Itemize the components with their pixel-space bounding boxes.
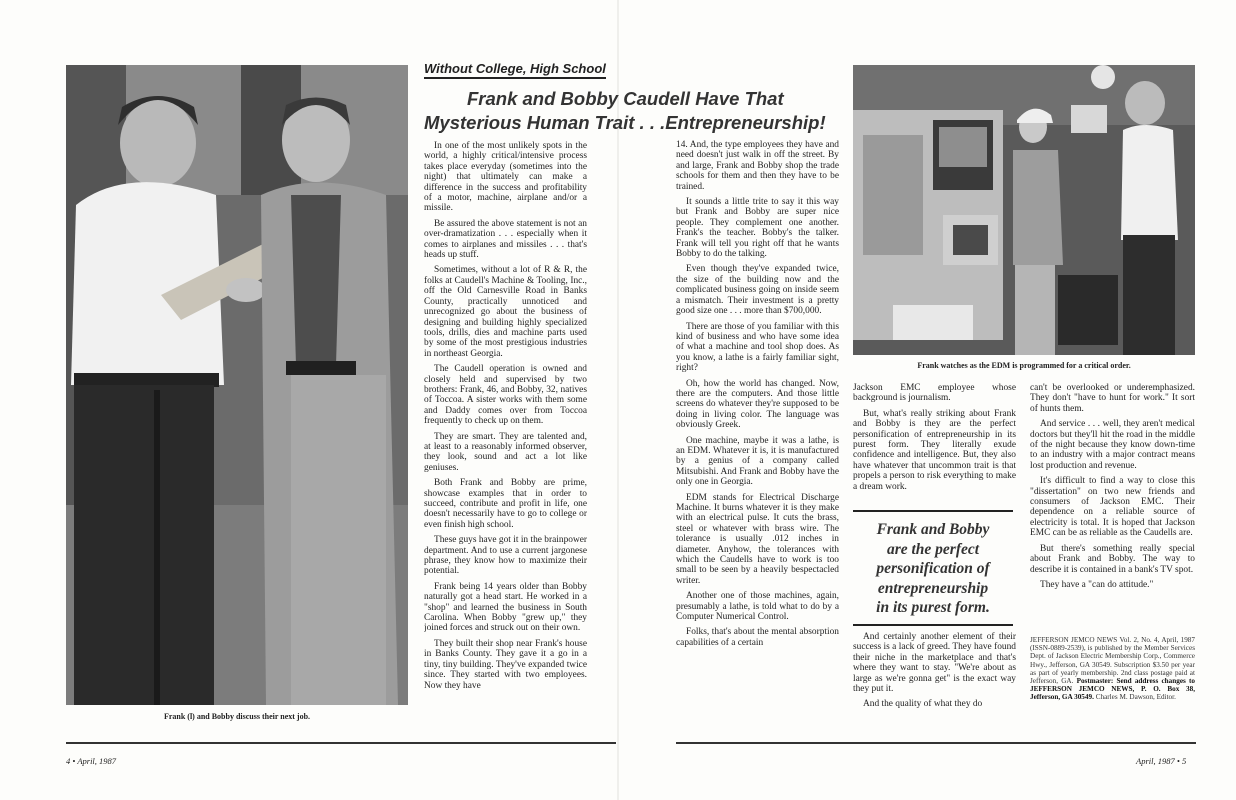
- right-photo-illustration: [853, 65, 1195, 355]
- left-photo-caption: Frank (l) and Bobby discuss their next job.: [163, 712, 311, 721]
- col1-para-1: In one of the most unlikely spots in the world, a highly critical/intensive process takes place everyday (sometimes into the night) that ultimately can make a difference in the success and profitability of a motor, machine, airplane and/or a missile.: [424, 141, 587, 214]
- col1-para-5: They are smart. They are talented and, at least to a reasonably informed observer, they look, sound and act a lot like geniuses.: [424, 431, 587, 473]
- right-photo-caption: Frank watches as the EDM is programmed for a critical order.: [917, 361, 1131, 370]
- footer-rule-left: [66, 742, 616, 744]
- col4-para-3: It's difficult to find a way to close this "dissertation" on two new friends and consumers of Jackson EMC. Their dependence on a reliable source of electricity is total. It is hoped that Jackson EMC can be as reliable as the Caudells are.: [1030, 476, 1195, 539]
- col2-para-8: Another one of those machines, again, presumably a lathe, is told what to do by a Computer Numerical Control.: [676, 591, 839, 623]
- pull-quote-line-2: are the perfect: [886, 540, 980, 558]
- masthead-text-2: Charles M. Dawson, Editor.: [1095, 693, 1176, 702]
- col1-para-4: The Caudell operation is owned and closely held and supervised by two brothers: Frank, 46, and Bobby, 32, natives of Toccoa. A sister works with them some and Daddy comes over from Toccoa frequently to check up on them.: [424, 364, 587, 427]
- pull-quote-line-3: personification of: [876, 560, 990, 577]
- col3-bottom-para-2: And the quality of what they do: [863, 699, 983, 710]
- masthead-statement: [1030, 636, 1195, 702]
- col4-para-4: But there's something really special about Frank and Bobby. The way to describe it is contained in a bank's TV spot.: [1030, 543, 1195, 575]
- col1-para-8: Frank being 14 years older than Bobby naturally got a head start. He worked in a "shop" and learned the business in South Carolina. When Bobby "grew up," they joined forces and struck out on their own.: [424, 581, 587, 634]
- article-column-1: [424, 141, 587, 723]
- folio-left: 4 • April, 1987: [66, 756, 117, 766]
- col3-bottom-para-1: And certainly another element of their success is a lack of greed. They have found their niche in the marketplace and that's where they want to stay. "We're about as large as we're gonna get" is the exact way they put it.: [853, 632, 1016, 695]
- col1-para-3: Sometimes, without a lot of R & R, the folks at Caudell's Machine & Tooling, Inc., off the Old Carnesville Road in Banks County, practically unnoticed and unrecognized go about the business of designing and building highly specialized tools, drills, dies and machine parts used by some of the most prestigious industries in northeast Georgia.: [424, 265, 587, 359]
- col1-para-2: Be assured the above statement is not an over-dramatization . . . especially when it comes to airplanes and missiles . . . that's heads up stuff.: [424, 218, 587, 261]
- col1-para-7: These guys have got it in the brainpower department. And to use a current jargonese phrase, they know how to maximize their potential.: [424, 535, 587, 577]
- footer-rule-right: [676, 742, 1196, 744]
- col1-para-6: Both Frank and Bobby are prime, showcase examples that in order to succeed, contribute and profit in life, one doesn't necessarily have to go to college or even finish high school.: [424, 478, 587, 530]
- col2-para-1: 14. And, the type employees they have and need doesn't just walk in off the street. By and large, Frank and Bobby shop the trade schools for them and then they have to be trained.: [676, 140, 839, 192]
- pull-quote-line-5: in its purest form.: [876, 599, 990, 616]
- col2-para-6: One machine, maybe it was a lathe, is an EDM. Whatever it is, it is manufactured by a genius of a company called Mitsubishi. And Frank and Bobby have the only one in Georgia.: [676, 435, 839, 488]
- pull-quote-line-4: entrepreneurship: [877, 579, 989, 597]
- col2-para-3: Even though they've expanded twice, the size of the building now and the complicated business going on inside seem a mismatch. Their investment is a pretty good size one . . . more than $700,000.: [676, 264, 839, 317]
- kicker: Without College, High School: [424, 61, 606, 79]
- article-column-3-upper: [853, 383, 1016, 505]
- article-column-3-lower: [853, 632, 1016, 724]
- folio-right: April, 1987 • 5: [1136, 756, 1187, 766]
- right-photo: [853, 65, 1195, 355]
- col2-para-2: It sounds a little trite to say it this way but Frank and Bobby are super nice people. They complement one another. Frank's the teacher. Bobby's the talker. Frank will tell you right off that he wants Bobby to do the talking.: [676, 197, 839, 260]
- left-photo: [66, 65, 408, 705]
- left-photo-illustration: [66, 65, 408, 705]
- col3-para-2: But, what's really striking about Frank and Bobby is they are the perfect personification of entrepreneurship in its purest form. They literally exude confidence and intelligence. But, they also have whatever that uncommon trait is that propels a person to risk everything to make a dream work.: [853, 408, 1016, 492]
- col1-para-9: They built their shop near Frank's house in Banks County. They gave it a go in a tiny, tiny building. They've expanded twice since. They started with two employees. Now they have: [424, 638, 587, 691]
- col3-para-1: Jackson EMC employee whose background is journalism.: [853, 383, 1016, 404]
- masthead-postmaster: Postmaster: Send address changes to JEFFERSON JEMCO NEWS, P. O. Box 38, Jefferson, GA 30549.: [1030, 677, 1195, 702]
- pull-quote-line-1: Frank and Bobby: [876, 521, 990, 538]
- headline-line-2: Mysterious Human Trait . . .Entrepreneurship!: [424, 112, 826, 133]
- col2-para-9: Folks, that's about the mental absorption capabilities of a certain: [676, 627, 839, 648]
- col4-para-2: And service . . . well, they aren't medical doctors but they'll hit the road in the middle of the night because they know down-time to an industry with a major contract means lost production and revenue.: [1030, 419, 1195, 471]
- headline-line-1: Frank and Bobby Caudell Have That: [467, 88, 784, 109]
- pull-quote: [853, 510, 1013, 626]
- col2-para-7: EDM stands for Electrical Discharge Machine. It burns whatever it is they make with an electrical pulse. It cuts the brass, steel or whatever with brass wire. The tolerance is usually .012 inches in diameter. Anyhow, the tolerances with which the Caudells have to work is too small to be seen by a heavily bespectacled writer.: [676, 492, 839, 586]
- col4-para-1: can't be overlooked or underemphasized. They don't "have to hunt for work." It sort of hunts them.: [1030, 383, 1195, 414]
- masthead-text-1: JEFFERSON JEMCO NEWS Vol. 2, No. 4, April, 1987 (ISSN-0889-2539), is published by the Member Services Dept. of Jackson Electric Membership Corp., Commerce Hwy., Jefferson, GA 30549. Subscription $3.50 per year as part of yearly membership. 2nd class postage paid at Jefferson, GA.: [1030, 636, 1195, 686]
- article-column-4: [1030, 383, 1195, 628]
- col4-para-5: They have a "can do attitude.": [1040, 579, 1154, 590]
- col2-para-5: Oh, how the world has changed. Now, there are the computers. And those little screens do whatever they're supposed to be doing in living color. The language was obviously Greek.: [676, 378, 839, 431]
- article-column-2: [676, 140, 839, 723]
- col2-para-4: There are those of you familiar with this kind of business and who have some idea of what a machine and tool shop does. As you know, a lathe is a fairly familiar sight, right?: [676, 321, 839, 374]
